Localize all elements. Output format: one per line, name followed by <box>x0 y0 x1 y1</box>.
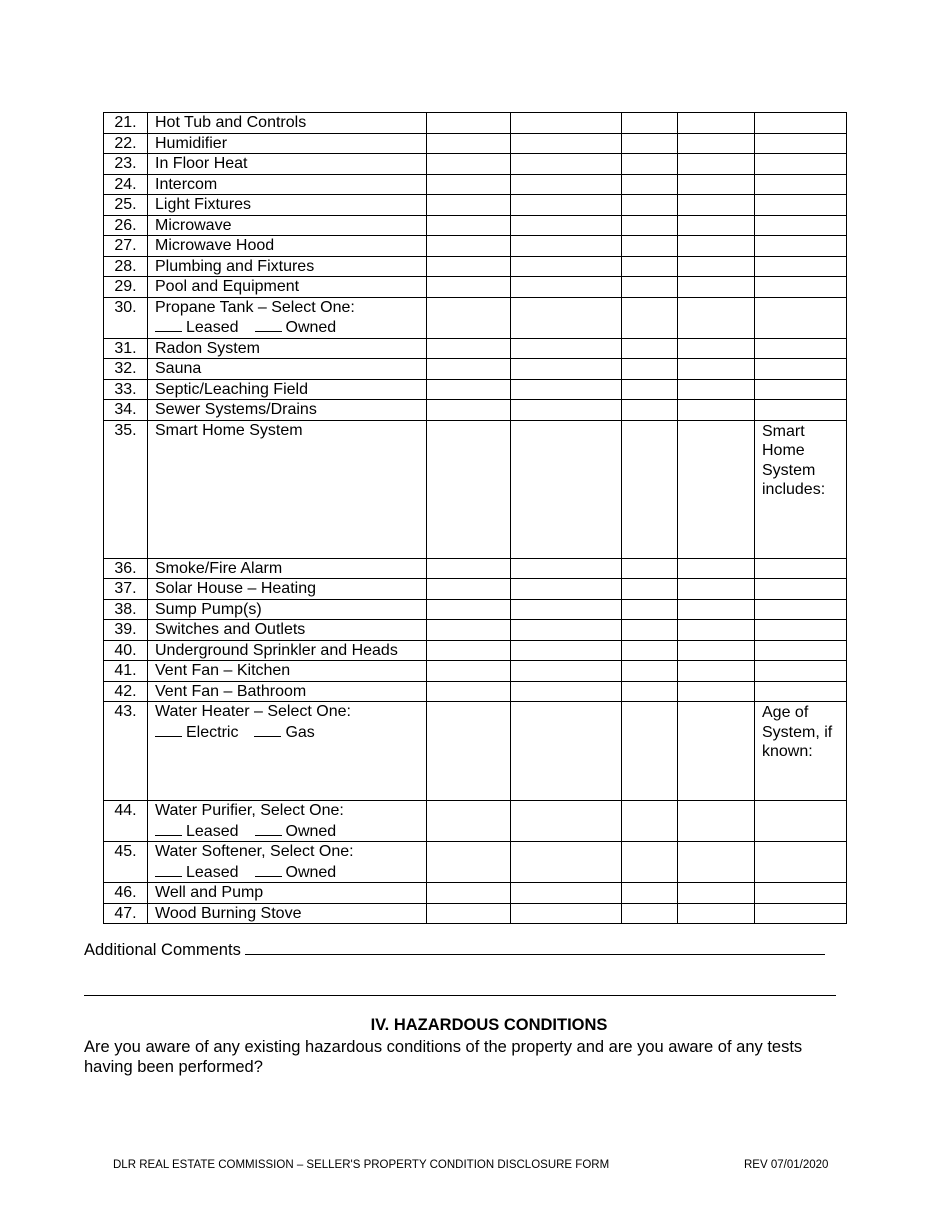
response-cell[interactable] <box>511 579 622 600</box>
row-number: 44. <box>104 801 148 842</box>
row-number: 31. <box>104 338 148 359</box>
table-row <box>104 338 847 359</box>
row-item-label: Well and Pump <box>155 884 264 901</box>
response-cell[interactable] <box>755 236 847 257</box>
response-cell[interactable] <box>511 154 622 175</box>
footer-revision: REV 07/01/2020 <box>744 1159 829 1171</box>
table-row <box>104 640 847 661</box>
select-one-options <box>155 821 419 842</box>
response-cell[interactable] <box>622 661 678 682</box>
option-blank[interactable] <box>255 317 282 332</box>
row-item-cell <box>148 702 427 801</box>
table-row <box>104 903 847 924</box>
response-cell[interactable] <box>511 842 622 883</box>
response-cell[interactable] <box>511 883 622 904</box>
response-cell[interactable] <box>678 236 755 257</box>
row-item-label: Septic/Leaching Field <box>155 380 308 398</box>
response-cell[interactable] <box>427 359 511 380</box>
response-cell[interactable] <box>678 599 755 620</box>
table-row <box>104 277 847 298</box>
row-item-label: Switches and Outlets <box>155 621 306 638</box>
row-item-cell <box>148 681 427 702</box>
response-cell[interactable] <box>622 903 678 924</box>
row-item-cell <box>148 842 427 883</box>
response-cell[interactable] <box>511 661 622 682</box>
response-cell[interactable] <box>427 620 511 641</box>
row-number: 25. <box>104 195 148 216</box>
response-cell[interactable] <box>678 661 755 682</box>
option-blank[interactable] <box>254 722 281 737</box>
option-label: Leased <box>186 863 239 881</box>
response-cell[interactable] <box>511 801 622 842</box>
row-item-cell <box>148 420 427 558</box>
response-cell[interactable] <box>678 579 755 600</box>
response-cell[interactable] <box>511 599 622 620</box>
response-cell[interactable] <box>622 338 678 359</box>
response-cell[interactable] <box>427 256 511 277</box>
response-cell[interactable] <box>511 215 622 236</box>
response-cell[interactable] <box>755 133 847 154</box>
table-row <box>104 256 847 277</box>
table-row <box>104 113 847 134</box>
response-cell[interactable] <box>427 579 511 600</box>
response-cell[interactable] <box>622 236 678 257</box>
row-number: 28. <box>104 256 148 277</box>
response-cell[interactable] <box>622 558 678 579</box>
response-cell[interactable] <box>427 903 511 924</box>
response-cell[interactable] <box>427 133 511 154</box>
row-item-cell <box>148 359 427 380</box>
table-row <box>104 400 847 421</box>
response-cell[interactable] <box>678 338 755 359</box>
row-item-label: Pool and Equipment <box>155 278 300 295</box>
row-item-label: Wood Burning Stove <box>155 904 302 922</box>
response-cell[interactable] <box>678 903 755 924</box>
response-cell[interactable] <box>755 599 847 620</box>
response-cell[interactable] <box>622 154 678 175</box>
response-cell[interactable] <box>427 236 511 257</box>
response-cell[interactable] <box>427 297 511 338</box>
response-cell[interactable] <box>622 842 678 883</box>
response-cell[interactable] <box>755 297 847 338</box>
response-cell[interactable] <box>511 338 622 359</box>
select-one-options <box>155 722 419 743</box>
response-cell[interactable] <box>427 215 511 236</box>
response-cell[interactable] <box>511 113 622 134</box>
response-cell[interactable] <box>678 277 755 298</box>
condition-items-table <box>103 112 847 924</box>
response-cell[interactable] <box>755 174 847 195</box>
row-item-cell <box>148 338 427 359</box>
row-item-cell <box>148 215 427 236</box>
row-item-label: Intercom <box>155 175 218 193</box>
response-cell[interactable] <box>755 359 847 380</box>
table-row <box>104 297 847 338</box>
response-cell[interactable] <box>755 883 847 904</box>
option-blank[interactable] <box>155 821 182 836</box>
row-item-label: In Floor Heat <box>155 155 248 172</box>
table-row <box>104 154 847 175</box>
response-cell[interactable] <box>427 558 511 579</box>
row-number: 35. <box>104 420 148 558</box>
row-number: 39. <box>104 620 148 641</box>
response-cell[interactable] <box>755 640 847 661</box>
row-item-cell <box>148 256 427 277</box>
response-cell[interactable] <box>678 297 755 338</box>
row-number: 41. <box>104 661 148 682</box>
response-cell[interactable] <box>427 195 511 216</box>
response-cell[interactable] <box>511 702 622 801</box>
option-label: Owned <box>285 863 337 881</box>
response-cell[interactable] <box>622 599 678 620</box>
response-cell[interactable] <box>755 195 847 216</box>
response-cell[interactable] <box>427 661 511 682</box>
response-cell[interactable] <box>427 681 511 702</box>
row-item-label: Water Purifier, Select One: <box>155 802 344 819</box>
response-cell[interactable] <box>511 133 622 154</box>
response-cell[interactable] <box>755 215 847 236</box>
row-number: 21. <box>104 113 148 134</box>
row-item-label: Smart Home System <box>155 421 303 439</box>
row-item-label: Microwave <box>155 216 232 234</box>
response-cell[interactable] <box>678 620 755 641</box>
footer-form-title: DLR REAL ESTATE COMMISSION – SELLER'S PROPERTY CONDITION DISCLOSURE FORM <box>113 1159 610 1171</box>
response-cell[interactable] <box>755 579 847 600</box>
response-cell[interactable] <box>622 681 678 702</box>
response-cell[interactable] <box>622 113 678 134</box>
table-row <box>104 620 847 641</box>
row-number: 38. <box>104 599 148 620</box>
response-cell[interactable] <box>755 338 847 359</box>
response-cell[interactable] <box>622 620 678 641</box>
response-cell[interactable] <box>755 842 847 883</box>
response-cell[interactable] <box>427 277 511 298</box>
row-item-cell <box>148 599 427 620</box>
row-number: 26. <box>104 215 148 236</box>
row-item-label: Water Softener, Select One: <box>155 843 354 860</box>
response-cell[interactable] <box>427 842 511 883</box>
row-item-label: Smoke/Fire Alarm <box>155 559 283 577</box>
response-cell[interactable] <box>678 174 755 195</box>
response-cell[interactable] <box>427 801 511 842</box>
table-row <box>104 883 847 904</box>
table-row <box>104 133 847 154</box>
response-cell[interactable] <box>622 174 678 195</box>
response-cell[interactable] <box>678 883 755 904</box>
response-cell[interactable] <box>427 338 511 359</box>
row-number: 29. <box>104 277 148 298</box>
response-cell[interactable] <box>622 801 678 842</box>
row-number: 46. <box>104 883 148 904</box>
option-blank[interactable] <box>155 862 182 877</box>
row-number: 32. <box>104 359 148 380</box>
row-item-cell <box>148 236 427 257</box>
response-cell[interactable] <box>678 681 755 702</box>
row-number: 27. <box>104 236 148 257</box>
response-cell[interactable] <box>622 215 678 236</box>
response-cell[interactable] <box>622 400 678 421</box>
row-number: 36. <box>104 558 148 579</box>
additional-comments-field[interactable] <box>245 938 825 955</box>
response-cell[interactable] <box>678 256 755 277</box>
row-item-cell <box>148 903 427 924</box>
table-row <box>104 801 847 842</box>
response-cell[interactable] <box>622 297 678 338</box>
row-item-label: Light Fixtures <box>155 196 252 213</box>
response-cell[interactable] <box>755 113 847 134</box>
row-note: Age of System, if known: <box>762 704 833 760</box>
row-item-label: Propane Tank – Select One: <box>155 298 355 316</box>
option-label: Gas <box>285 723 315 741</box>
row-item-label: Microwave Hood <box>155 237 275 254</box>
row-item-label: Vent Fan – Kitchen <box>155 662 291 679</box>
response-cell[interactable] <box>622 702 678 801</box>
response-cell[interactable] <box>427 640 511 661</box>
option-blank[interactable] <box>155 722 182 737</box>
table-row <box>104 174 847 195</box>
row-item-label: Plumbing and Fixtures <box>155 257 315 275</box>
response-cell[interactable] <box>755 903 847 924</box>
row-item-cell <box>148 277 427 298</box>
table-row <box>104 215 847 236</box>
response-cell[interactable] <box>678 400 755 421</box>
response-cell[interactable] <box>427 599 511 620</box>
row-number: 42. <box>104 681 148 702</box>
response-cell[interactable] <box>511 359 622 380</box>
row-item-label: Hot Tub and Controls <box>155 114 307 131</box>
row-item-label: Humidifier <box>155 134 228 152</box>
row-number: 23. <box>104 154 148 175</box>
table-row <box>104 842 847 883</box>
option-label: Electric <box>186 723 239 741</box>
row-item-label: Solar House – Heating <box>155 580 316 597</box>
table-row <box>104 359 847 380</box>
row-item-label: Sewer Systems/Drains <box>155 401 317 418</box>
row-item-cell <box>148 297 427 338</box>
table-row <box>104 195 847 216</box>
row-item-cell <box>148 154 427 175</box>
response-cell[interactable] <box>755 256 847 277</box>
response-cell[interactable] <box>622 640 678 661</box>
row-number: 47. <box>104 903 148 924</box>
row-item-cell <box>148 400 427 421</box>
response-cell[interactable] <box>622 359 678 380</box>
response-cell[interactable] <box>678 558 755 579</box>
response-cell[interactable] <box>511 297 622 338</box>
select-one-options <box>155 317 419 338</box>
response-cell[interactable] <box>511 195 622 216</box>
response-cell[interactable] <box>755 681 847 702</box>
response-cell[interactable] <box>427 174 511 195</box>
table-row <box>104 681 847 702</box>
response-cell[interactable] <box>511 558 622 579</box>
response-cell[interactable] <box>678 702 755 801</box>
option-blank[interactable] <box>155 317 182 332</box>
response-cell[interactable] <box>622 133 678 154</box>
response-cell[interactable] <box>678 195 755 216</box>
response-cell[interactable] <box>511 256 622 277</box>
row-number: 43. <box>104 702 148 801</box>
section-question: Are you aware of any existing hazardous conditions of the property and are you aware of any tests having been performed? <box>84 1038 803 1076</box>
row-number: 45. <box>104 842 148 883</box>
response-cell[interactable] <box>755 558 847 579</box>
section-heading: IV. HAZARDOUS CONDITIONS <box>370 1016 608 1034</box>
option-label: Leased <box>186 319 239 336</box>
response-cell[interactable] <box>427 113 511 134</box>
row-item-cell <box>148 558 427 579</box>
response-cell[interactable] <box>511 174 622 195</box>
response-cell[interactable] <box>622 883 678 904</box>
row-item-cell <box>148 640 427 661</box>
row-item-label: Radon System <box>155 339 260 357</box>
response-cell[interactable] <box>678 133 755 154</box>
option-label: Owned <box>285 319 337 336</box>
option-label: Leased <box>186 822 239 840</box>
row-number: 34. <box>104 400 148 421</box>
table-row <box>104 661 847 682</box>
row-note: Smart Home System includes: <box>762 422 826 498</box>
row-item-cell <box>148 801 427 842</box>
response-cell[interactable] <box>622 256 678 277</box>
response-cell[interactable] <box>427 702 511 801</box>
option-label: Owned <box>285 822 337 840</box>
response-cell[interactable] <box>427 154 511 175</box>
row-number: 37. <box>104 579 148 600</box>
response-cell[interactable] <box>678 154 755 175</box>
response-cell[interactable] <box>622 277 678 298</box>
row-number: 24. <box>104 174 148 195</box>
response-cell[interactable] <box>755 379 847 400</box>
response-cell[interactable] <box>622 379 678 400</box>
row-item-cell <box>148 620 427 641</box>
table-row <box>104 702 847 801</box>
table-row <box>104 579 847 600</box>
response-cell[interactable] <box>678 215 755 236</box>
row-note-cell[interactable] <box>755 702 847 801</box>
row-item-cell <box>148 883 427 904</box>
table-row <box>104 379 847 400</box>
response-cell[interactable] <box>511 400 622 421</box>
row-number: 30. <box>104 297 148 338</box>
additional-comments <box>84 938 825 960</box>
response-cell[interactable] <box>755 801 847 842</box>
response-cell[interactable] <box>678 842 755 883</box>
table-row <box>104 558 847 579</box>
response-cell[interactable] <box>678 379 755 400</box>
row-item-label: Underground Sprinkler and Heads <box>155 641 398 659</box>
response-cell[interactable] <box>511 236 622 257</box>
response-cell[interactable] <box>678 640 755 661</box>
row-item-label: Vent Fan – Bathroom <box>155 682 307 700</box>
row-item-cell <box>148 133 427 154</box>
row-item-cell <box>148 379 427 400</box>
response-cell[interactable] <box>755 620 847 641</box>
response-cell[interactable] <box>511 379 622 400</box>
row-number: 33. <box>104 379 148 400</box>
row-number: 40. <box>104 640 148 661</box>
response-cell[interactable] <box>755 400 847 421</box>
row-item-label: Sauna <box>155 360 202 377</box>
row-item-cell <box>148 174 427 195</box>
response-cell[interactable] <box>678 113 755 134</box>
table-row <box>104 599 847 620</box>
table-row <box>104 420 847 558</box>
row-item-label: Sump Pump(s) <box>155 600 262 618</box>
response-cell[interactable] <box>511 681 622 702</box>
row-note-cell[interactable] <box>755 420 847 558</box>
response-cell[interactable] <box>511 640 622 661</box>
response-cell[interactable] <box>427 400 511 421</box>
response-cell[interactable] <box>622 195 678 216</box>
row-number: 22. <box>104 133 148 154</box>
additional-comments-label: Additional Comments <box>84 941 241 959</box>
response-cell[interactable] <box>755 154 847 175</box>
row-item-cell <box>148 661 427 682</box>
response-cell[interactable] <box>622 579 678 600</box>
response-cell[interactable] <box>511 620 622 641</box>
row-item-cell <box>148 195 427 216</box>
option-blank[interactable] <box>255 821 282 836</box>
response-cell[interactable] <box>678 359 755 380</box>
select-one-options <box>155 862 419 883</box>
response-cell[interactable] <box>678 801 755 842</box>
additional-comments-field-line2[interactable] <box>84 995 836 996</box>
row-item-cell <box>148 579 427 600</box>
row-item-cell <box>148 113 427 134</box>
response-cell[interactable] <box>427 883 511 904</box>
response-cell[interactable] <box>427 379 511 400</box>
response-cell[interactable] <box>622 420 678 558</box>
response-cell[interactable] <box>511 420 622 558</box>
option-blank[interactable] <box>255 862 282 877</box>
response-cell[interactable] <box>511 903 622 924</box>
response-cell[interactable] <box>678 420 755 558</box>
row-item-label: Water Heater – Select One: <box>155 703 351 720</box>
response-cell[interactable] <box>427 420 511 558</box>
response-cell[interactable] <box>755 661 847 682</box>
response-cell[interactable] <box>755 277 847 298</box>
table-row <box>104 236 847 257</box>
response-cell[interactable] <box>511 277 622 298</box>
